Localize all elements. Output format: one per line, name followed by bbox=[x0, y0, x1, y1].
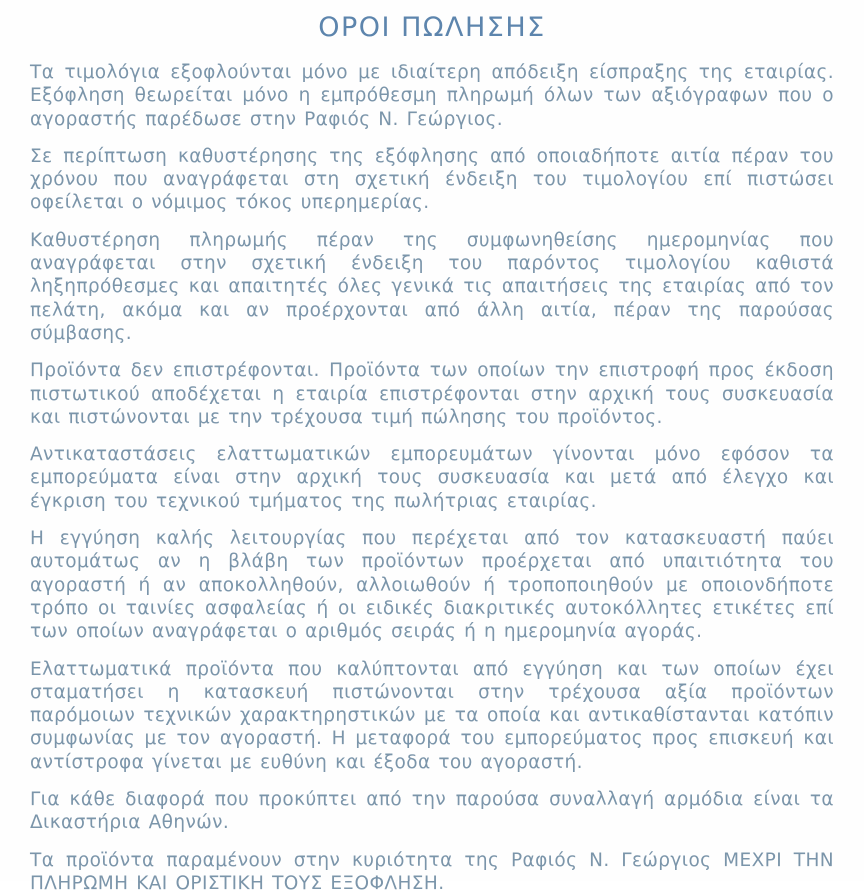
document-title: ΟΡΟΙ ΠΩΛΗΣΗΣ bbox=[318, 12, 546, 43]
paragraph-ownership-retention: Τα προϊόντα παραμένουν στην κυριότητα της Ραφιός Ν. Γεώργιος ΜΕΧΡΙ ΤΗΝ ΠΛΗΡΩΜΗ ΚΑΙ ΟΡΙΣΤΙΚΗ ΤΟΥΣ ΕΞΟΦΛΗΣΗ. bbox=[30, 849, 834, 894]
paragraph-warranty-void-conditions: Η εγγύηση καλής λειτουργίας που περέχεται από τον κατασκευαστή παύει αυτομάτως αν η βλάβη των προϊόντων προέρχεται από υπαιτιότητα του αγοραστή ή αν αποκολληθούν, αλλοιωθούν ή τροποποιηθούν με οποιονδήποτε τρόπο οι ταινίες ασφαλείας ή οι ειδικές διακριτικές αυτοκόλλητες ετικέτες επί των οποίων αναγράφεται ο αριθμός σειράς ή η ημερομηνία αγοράς. bbox=[30, 528, 834, 643]
paragraph-jurisdiction: Για κάθε διαφορά που προκύπτει από την παρούσα συναλλαγή αρμόδια είναι τα Δικαστήρια Αθηνών. bbox=[30, 789, 834, 834]
paragraph-defective-replacements: Αντικαταστάσεις ελαττωματικών εμπορευμάτων γίνονται μόνο εφόσον τα εμπορεύματα είναι στην αρχική τους συσκευασία και μετά από έλεγχο και έγκριση του τεχνικού τμήματος της πωλήτριας εταιρίας. bbox=[30, 444, 834, 512]
paragraph-late-payment-interest: Σε περίπτωση καθυστέρησης της εξόφλησης από οποιαδήποτε αιτία πέραν του χρόνου που αναγράφεται στη σχετική ένδειξη του τιμολογίου επί πιστώσει οφείλεται ο νόμιμος τόκος υπερημερίας. bbox=[30, 145, 834, 214]
paragraph-payment-receipt: Τα τιμολόγια εξοφλούνται μόνο με ιδιαίτερη απόδειξη είσπραξης της εταιρίας. Εξόφληση θεωρείται μόνο η εμπρόθεσμη πληρωμή όλων των αξιόγραφων που ο αγοραστής παρέδωσε στην Ραφιός Ν. Γεώργιος. bbox=[30, 62, 834, 130]
paragraph-discontinued-products-credit: Ελαττωματικά προϊόντα που καλύπτονται από εγγύηση και των οποίων έχει σταματήσει η κατασκευή πιστώνονται στην τρέχουσα αξία προϊόντων παρόμοιων τεχνικών χαρακτηρηστικών με τα οποία και αντικαθίστανται κατόπιν συμφωνίας με τον αγοραστή. Η μεταφορά του εμπορεύματος προς επισκευή και αντίστροφα γίνεται με ευθύνη και έξοδα του αγοραστή. bbox=[30, 658, 834, 773]
paragraph-overdue-claims: Καθυστέρηση πληρωμής πέραν της συμφωνηθείσης ημερομηνίας που αναγράφεται στην σχετική ένδειξη του παρόντος τιμολογίου καθιστά ληξηπρόθεσμες και απαιτητές όλες γενικά τις απαιτήσεις της εταιρίας από τον πελάτη, ακόμα και αν προέρχονται από άλλη αιτία, πέραν της παρούσας σύμβασης. bbox=[30, 229, 834, 344]
paragraph-returns-policy: Προϊόντα δεν επιστρέφονται. Προϊόντα των οποίων την επιστροφή προς έκδοση πιστωτικού αποδέχεται η εταιρία επιστρέφονται στην αρχική τους συσκευασία και πιστώνονται με την τρέχουσα τιμή πώλησης του προϊόντος. bbox=[30, 360, 834, 428]
